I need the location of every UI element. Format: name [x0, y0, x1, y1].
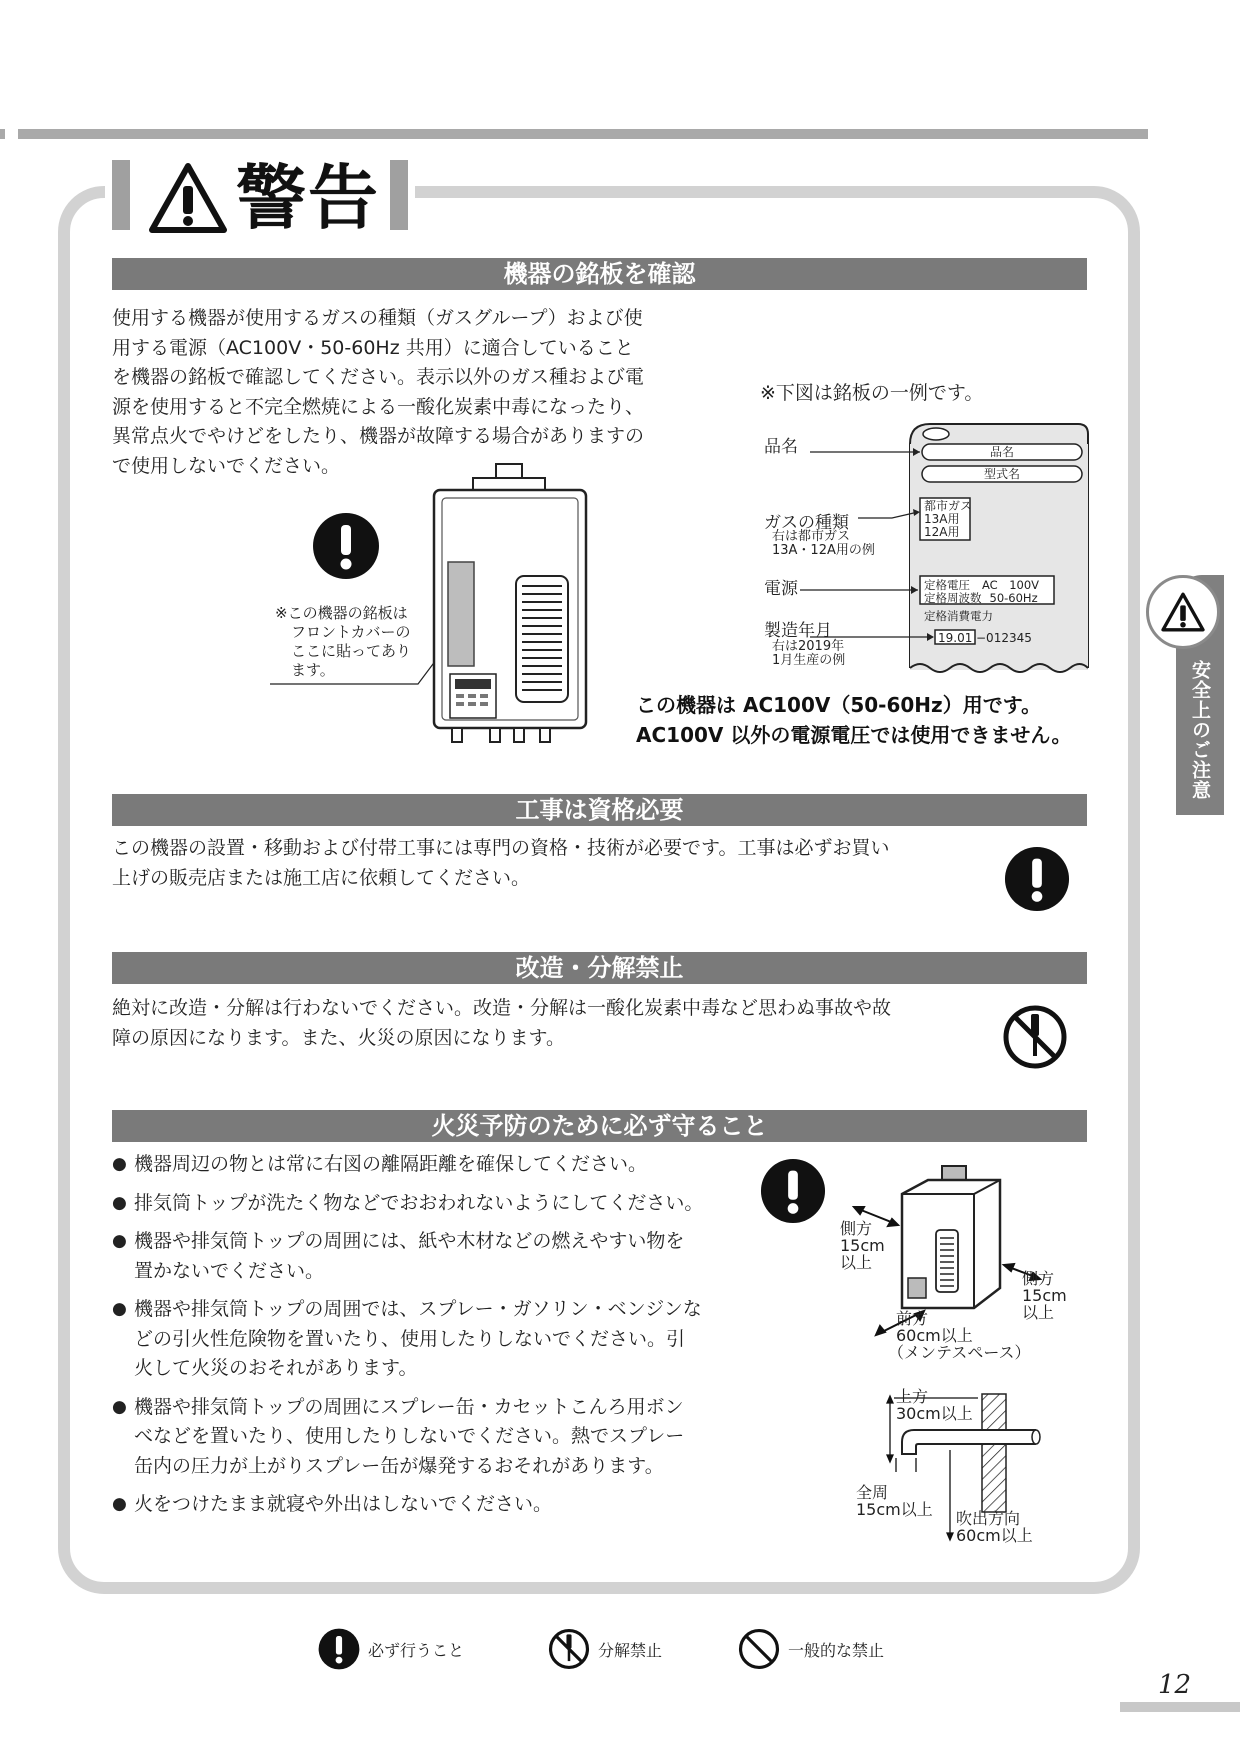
clearance-label: 上方: [896, 1387, 929, 1406]
body-line: 上げの販売店または施工店に依頼してください。: [112, 866, 531, 889]
plate-voltage-label: 定格電圧: [924, 578, 970, 592]
warning-triangle-icon: [1160, 592, 1206, 632]
note-line: 13A・12A用の例: [772, 543, 875, 559]
title-text: 警告: [236, 157, 380, 239]
legend-must-do: [318, 1628, 464, 1670]
no-disassembly-icon: [1002, 1004, 1068, 1070]
label-power: 電源: [764, 579, 798, 599]
title-bar-left: [112, 160, 130, 230]
clearance-label: 60cm以上: [956, 1526, 1033, 1545]
clearance-side-left: [840, 1220, 885, 1271]
mandatory-action-icon: [1004, 846, 1070, 912]
title-bar-right: [390, 160, 408, 230]
clearance-label: 30cm以上: [896, 1404, 973, 1423]
list-item-line: 置かないでください。: [134, 1259, 325, 1282]
section-heading-nameplate: 機器の銘板を確認: [112, 258, 1087, 290]
body-line: 使用する機器が使用するガスの種類（ガスグループ）および使: [112, 307, 643, 329]
plate-gas-line: 13A用: [924, 512, 960, 526]
warning-triangle-icon: [148, 162, 228, 234]
list-item-line: べなどを置いたり、使用したりしないでください。熱でスプレー: [134, 1425, 685, 1447]
list-item-line: どの引火性危険物を置いたり、使用したりしないでください。引: [134, 1327, 686, 1350]
note-line: 右は都市ガス: [772, 529, 851, 544]
plate-product-name: 品名: [989, 445, 1014, 459]
clearance-label: 側方: [840, 1219, 873, 1238]
qualification-body: [112, 834, 992, 893]
note-line: 1月生産の例: [772, 653, 846, 669]
voltage-warning-line: この機器は AC100V（50-60Hz）用です。: [636, 693, 1042, 717]
list-item-line: ● 機器や排気筒トップの周囲では、スプレー・ガソリン・ベンジンな: [134, 1298, 702, 1320]
list-item: [112, 1227, 752, 1286]
list-item-line: ● 機器周辺の物とは常に右図の離隔距離を確保してください。: [134, 1153, 648, 1175]
plate-frequency-label: 定格周波数: [924, 591, 982, 605]
no-disassembly-icon: [548, 1628, 590, 1670]
note-line: 右は2019年: [772, 639, 845, 654]
body-line: この機器の設置・移動および付帯工事には専門の資格・技術が必要です。工事は必ずお買い: [112, 837, 890, 859]
body-line: 用する電源（AC100V・50-60Hz 共用）に適合していること: [112, 336, 634, 359]
legend-label: 必ず行うこと: [368, 1640, 465, 1660]
legend-no-disassembly: [548, 1628, 662, 1670]
list-item: [112, 1393, 752, 1482]
list-item: [112, 1150, 752, 1180]
plate-gas-line: 都市ガス: [924, 499, 973, 513]
plate-frequency-value: 50-60Hz: [989, 591, 1038, 605]
nameplate-body: [112, 304, 732, 481]
page-title: [148, 158, 380, 238]
clearance-around: [856, 1484, 933, 1518]
no-modification-body: [112, 994, 992, 1053]
note-line: フロントカバーの: [291, 623, 411, 641]
list-item: [112, 1189, 752, 1219]
body-line: 源を使用すると不完全燃焼による一酸化炭素中毒になったり、: [112, 395, 645, 418]
plate-model-name: 型式名: [983, 467, 1020, 481]
list-item-line: 缶内の圧力が上がりスプレー缶が爆発するおそれがあります。: [134, 1454, 664, 1477]
clearance-label: 15cm以上: [856, 1500, 933, 1519]
clearance-label: 側方: [1022, 1269, 1055, 1288]
clearance-label: 前方: [896, 1309, 929, 1328]
section-heading-qualification: 工事は資格必要: [112, 794, 1087, 826]
clearance-label: 吹出方向: [956, 1509, 1021, 1528]
list-item: [112, 1490, 752, 1520]
list-item-line: ● 火をつけたまま就寝や外出はしないでください。: [134, 1493, 553, 1515]
body-line: 絶対に改造・分解は行わないでください。改造・分解は一酸化炭素中毒など思わぬ事故や故: [112, 997, 892, 1019]
top-rule: [18, 129, 1148, 139]
clearance-above: [896, 1388, 973, 1422]
side-tab-label: 安全上のご注意: [1189, 660, 1211, 800]
section-heading-fire-prevention: 火災予防のために必ず守ること: [112, 1110, 1087, 1142]
clearance-label: （メンテスペース）: [888, 1343, 1031, 1362]
voltage-warning: [636, 690, 1072, 750]
legend-label: 分解禁止: [598, 1640, 663, 1660]
list-item-line: 火して火災のおそれがあります。: [134, 1357, 418, 1379]
fire-prevention-list: [112, 1150, 752, 1529]
note-line: ※この機器の銘板は: [275, 604, 408, 622]
clearance-front: [888, 1309, 1031, 1362]
clearance-label: 15cm: [1022, 1286, 1067, 1305]
legend-label: 一般的な禁止: [788, 1640, 885, 1660]
note-line: ここに貼ってあり: [291, 642, 412, 660]
plate-serial: −012345: [976, 631, 1032, 645]
clearance-label: 以上: [840, 1253, 873, 1272]
plate-voltage-value: AC 100V: [982, 578, 1040, 592]
body-line: で使用しないでください。: [112, 454, 341, 477]
body-line: を機器の銘板で確認してください。表示以外のガス種および電: [112, 366, 645, 388]
voltage-warning-line: AC100V 以外の電源電圧では使用できません。: [636, 723, 1072, 747]
plate-power-consumption: 定格消費電力: [924, 609, 993, 623]
list-item-line: ● 機器や排気筒トップの周囲にスプレー缶・カセットこんろ用ボン: [134, 1395, 684, 1418]
section-heading-no-modification: 改造・分解禁止: [112, 952, 1087, 984]
body-line: 異常点火でやけどをしたり、機器が故障する場合がありますの: [112, 425, 645, 447]
mandatory-action-icon: [760, 1158, 826, 1224]
page-number: 12: [1158, 1670, 1192, 1700]
legend-general-prohibition: [738, 1628, 884, 1670]
clearance-label: 60cm以上: [896, 1326, 973, 1345]
plate-gas-line: 12A用: [924, 525, 960, 539]
list-item: [112, 1295, 752, 1384]
prohibition-icon: [738, 1628, 780, 1670]
top-rule-tick: [0, 129, 5, 139]
clearance-label: 以上: [1022, 1303, 1055, 1322]
clearance-label: 全周: [856, 1483, 889, 1502]
plate-rated-values: [924, 579, 1039, 605]
water-heater-front-illustration: [428, 460, 598, 750]
list-item-line: ● 排気筒トップが洗たく物などでおおわれないようにしてください。: [134, 1191, 704, 1214]
label-manufacture-date: 製造年月: [764, 621, 832, 641]
mandatory-action-icon: [318, 1628, 360, 1670]
plate-gas-type: [924, 500, 972, 539]
clearance-outlet: [956, 1510, 1033, 1544]
nameplate-diagram: [760, 420, 1100, 682]
body-line: 障の原因になります。また、火災の原因になります。: [112, 1026, 565, 1049]
clearance-label: 15cm: [840, 1236, 885, 1255]
side-tab-circle: [1146, 575, 1220, 649]
label-gas-type: ガスの種類: [764, 513, 849, 533]
note-line: ます。: [291, 661, 335, 679]
page-number-bar: [1120, 1702, 1240, 1712]
list-item-line: ● 機器や排気筒トップの周囲には、紙や木材などの燃えやすい物を: [134, 1230, 685, 1252]
label-product-name: 品名: [764, 437, 798, 457]
nameplate-example-note: ※下図は銘板の一例です。: [760, 382, 984, 404]
plate-date-code: 19.01: [938, 631, 973, 645]
